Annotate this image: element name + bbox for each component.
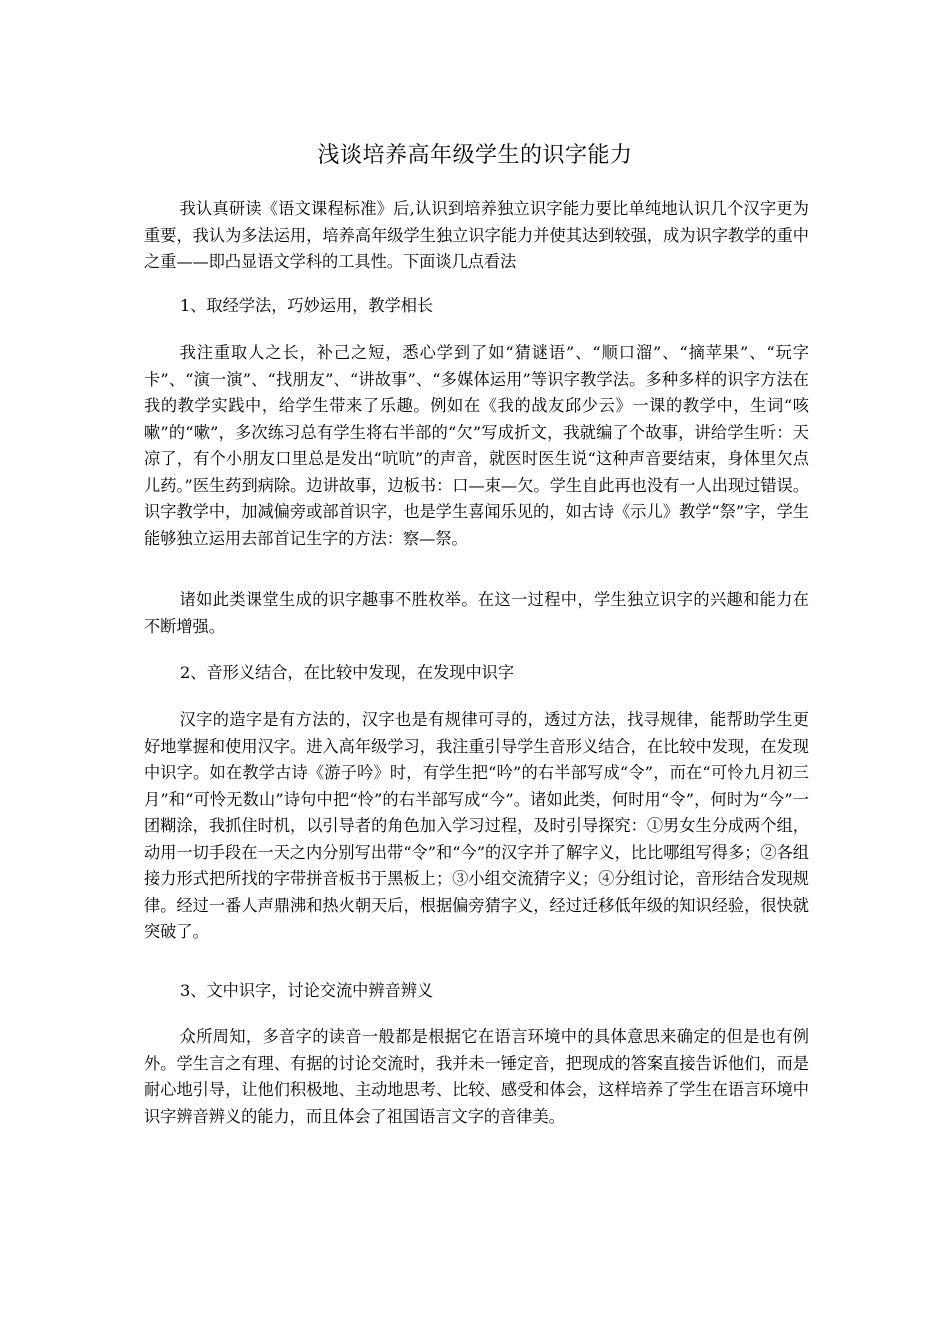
section-2-heading: 2、音形义结合，在比较中发现，在发现中识字 xyxy=(180,663,515,682)
document-title: 浅谈培养高年级学生的识字能力 xyxy=(317,143,633,168)
section-1-paragraph-1: 我注重取人之长，补己之短，悉心学到了如“猜谜语”、“顺口溜”、“摘苹果”、“玩字卡”、“演一演”、“找朋友”、“讲故事”、“多媒体运用”等识字教学法。多种多样的识字方法在我的教学实践中，给学生带来了乐趣。例如在《我的战友邱少云》一课的教学中，生词“咳嗽”的“嗽”，多次练习总有学生将右半部的“欠”写成折文，我就编了个故事，讲给学生听：天凉了，有个小朋友口里总是发出“吭吭”的声音，就医时医生说“这种声音要结束，身体里欠点儿药。”医生药到病除。边讲故事，边板书：口—束—欠。学生自此再也没有一人出现过错误。识字教学中，加减偏旁或部首识字，也是学生喜闻乐见的，如古诗《示儿》教学“祭”字，学生能够独立运用去部首记生字的方法：察—祭。 xyxy=(144,343,809,548)
section-1-paragraph-2: 诸如此类课堂生成的识字趣事不胜枚举。在这一过程中，学生独立识字的兴趣和能力在不断增强。 xyxy=(144,590,809,636)
section-2-paragraph-1: 汉字的造字是有方法的，汉字也是有规律可寻的，透过方法，找寻规律，能帮助学生更好地掌握和使用汉字。进入高年级学习，我注重引导学生音形义结合，在比较中发现，在发现中识字。如在教学古诗《游子吟》时，有学生把“吟”的右半部写成“令”，而在“可怜九月初三月”和“可怜无数山”诗句中把“怜”的右半部写成“今”。诸如此类，何时用“令”，何时为“今”一团糊涂，我抓住时机，以引导者的角色加入学习过程，及时引导探究：①男女生分成两个组，动用一切手段在一天之内分别写出带“令”和“今”的汉字并了解字义，比比哪组写得多；②各组接力形式把所找的字带拼音板书于黑板上；③小组交流猜字义；④分组讨论，音形结合发现规律。经过一番人声鼎沸和热火朝天后，根据偏旁猜字义，经过迁移低年级的知识经验，很快就突破了。 xyxy=(144,710,809,941)
intro-paragraph: 我认真研读《语文课程标准》后,认识到培养独立识字能力要比单纯地认识几个汉字更为重要，我认为多法运用，培养高年级学生独立识字能力并使其达到较强，成为识字教学的重中之重——即凸显语文学科的工具性。下面谈几点看法 xyxy=(144,199,809,271)
section-3-heading: 3、文中识字，讨论交流中辨音辨义 xyxy=(180,981,434,1000)
section-3-paragraph-1: 众所周知，多音字的读音一般都是根据它在语言环境中的具体意思来确定的但是也有例外。学生言之有理、有据的讨论交流时，我并未一锤定音，把现成的答案直接告诉他们，而是耐心地引导，让他们积极地、主动地思考、比较、感受和体会，这样培养了学生在语言环境中识字辨音辨义的能力，而且体会了祖国语言文字的音律美。 xyxy=(144,1027,809,1126)
section-1-heading: 1、取经学法，巧妙运用，教学相长 xyxy=(180,296,434,315)
